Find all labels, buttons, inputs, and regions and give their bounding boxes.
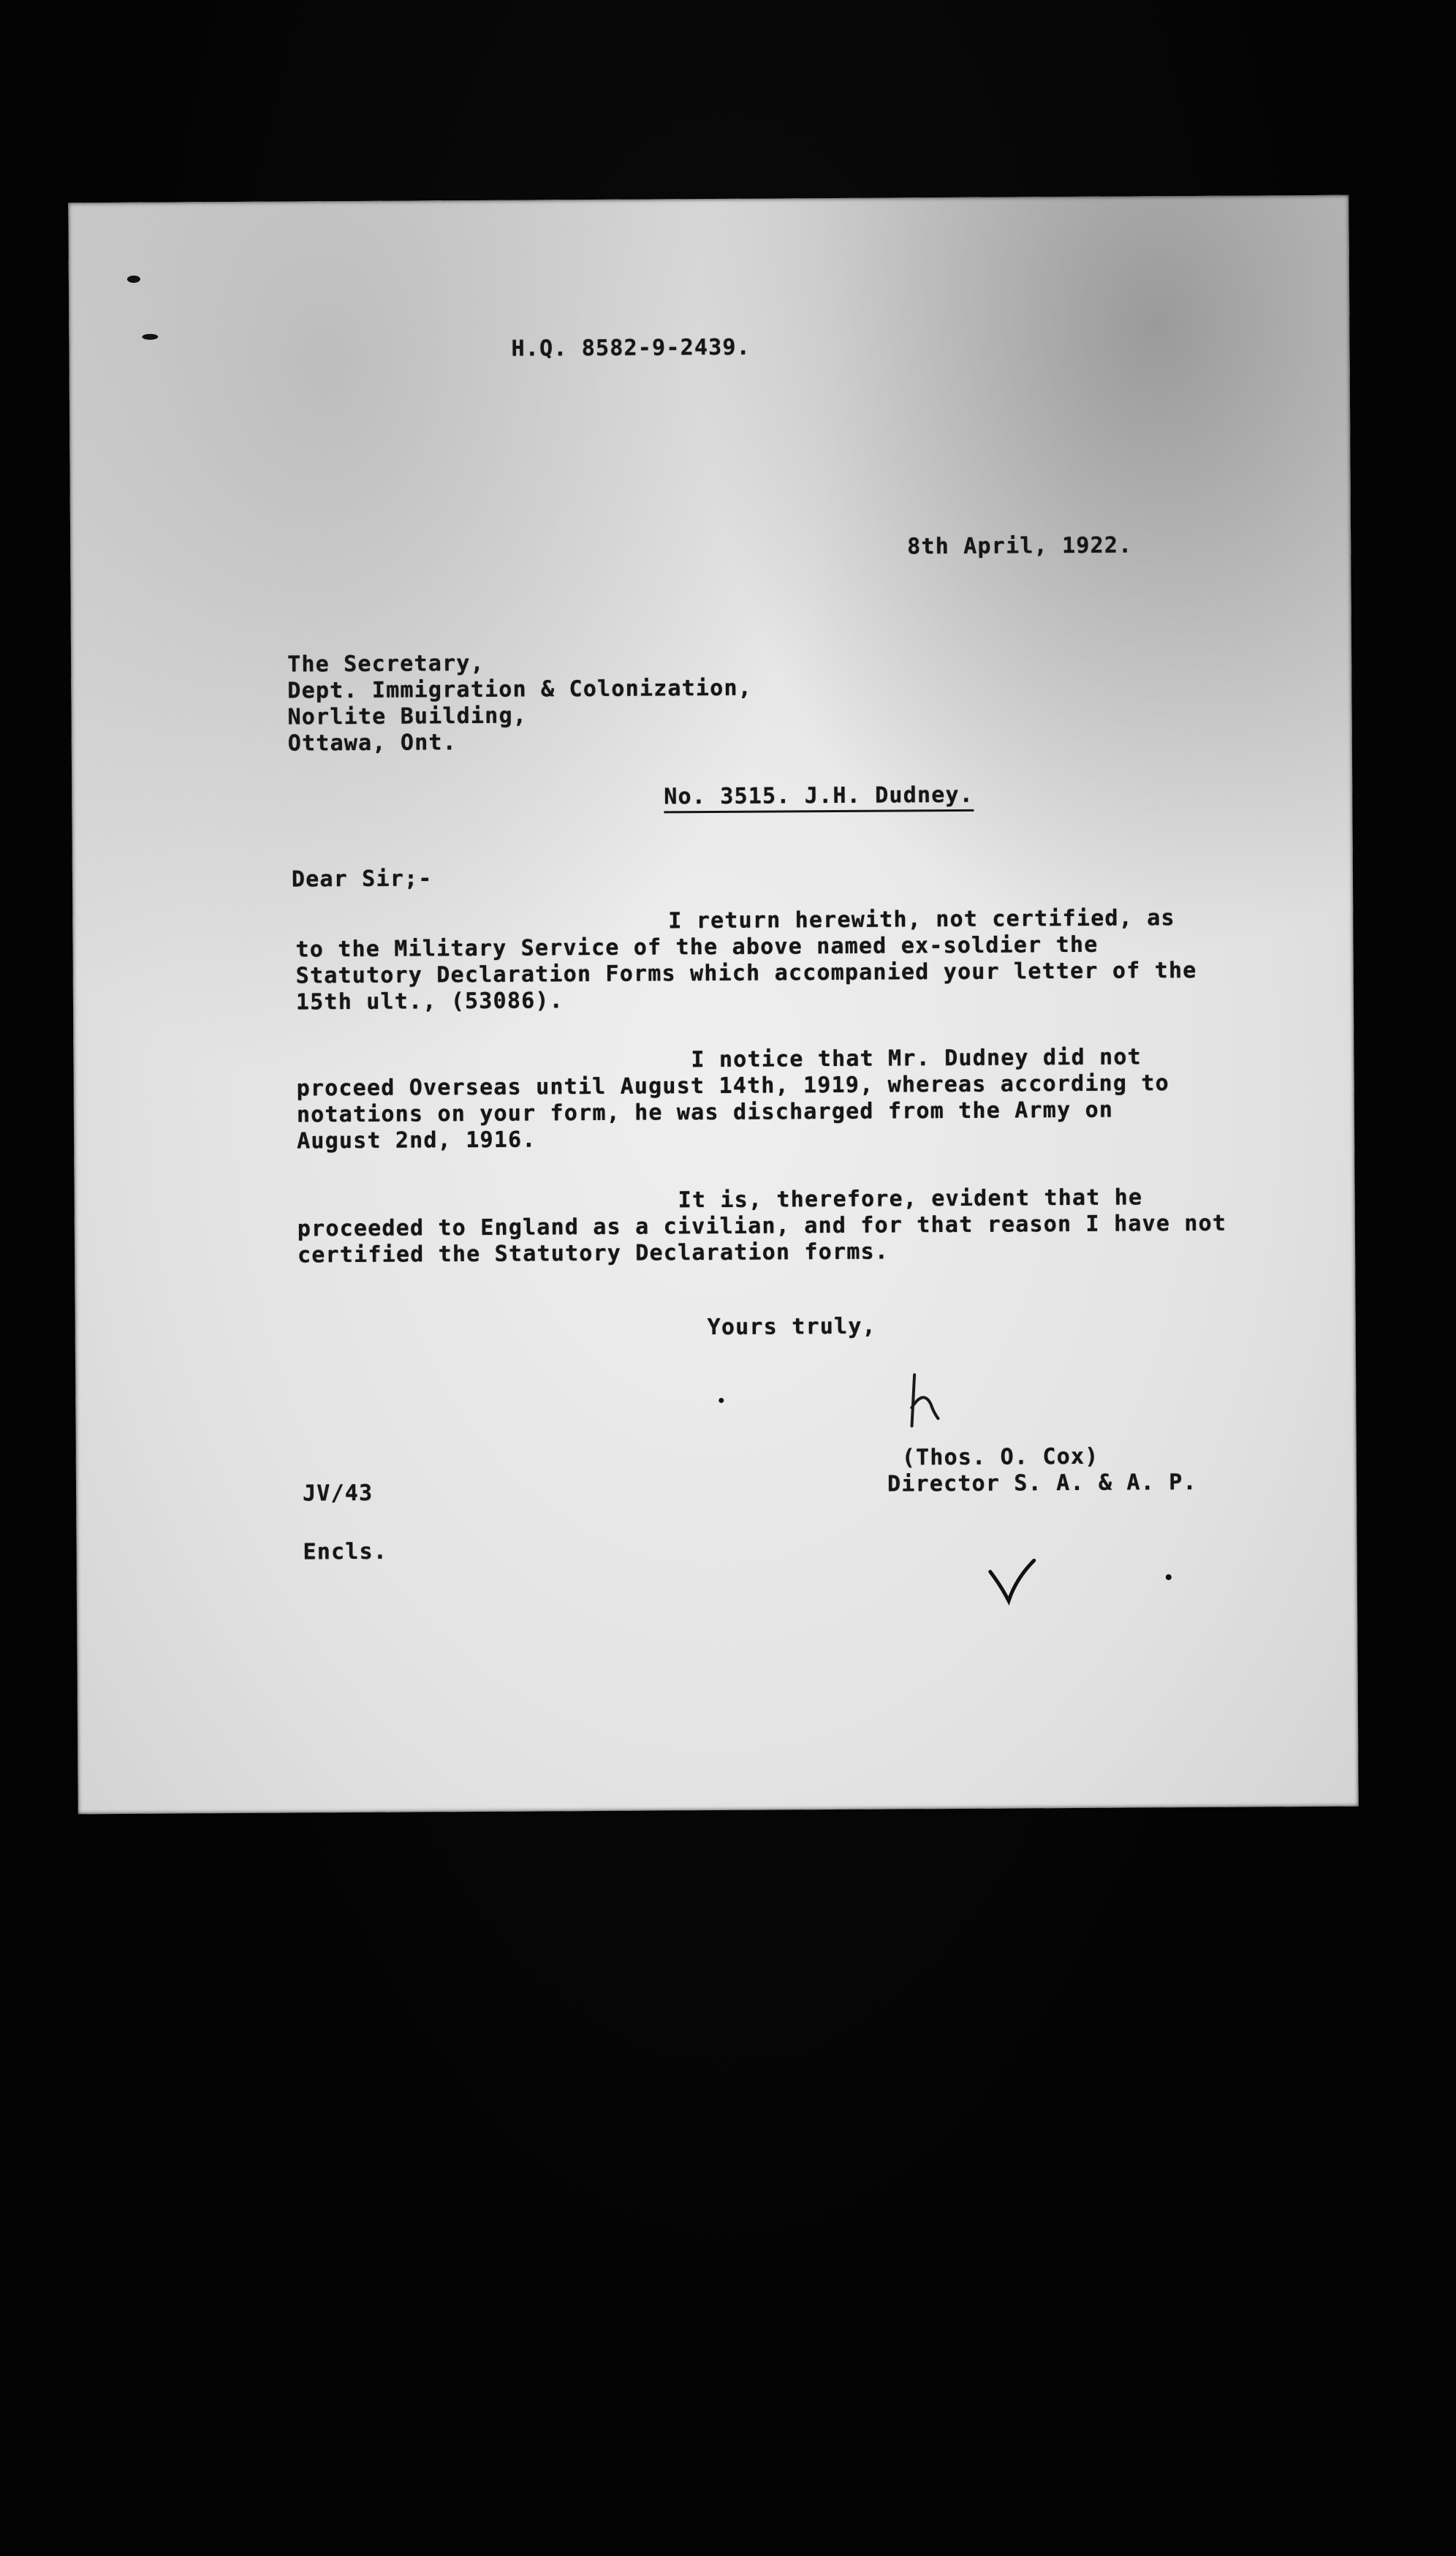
paragraph-line: proceed Overseas until August 14th, 1919, whereas according to — [296, 1070, 1169, 1102]
paragraph-line: August 2nd, 1916. — [297, 1127, 536, 1154]
letter-date: 8th April, 1922. — [907, 532, 1133, 560]
signer-title: Director S. A. & A. P. — [887, 1469, 1197, 1497]
paragraph-line: proceeded to England as a civilian, and for that reason I have not — [297, 1210, 1227, 1242]
closing: Yours truly, — [707, 1313, 876, 1341]
signer-name: (Thos. O. Cox) — [901, 1443, 1099, 1471]
recipient-line: Dept. Immigration & Colonization, — [287, 675, 753, 704]
paragraph-line: I return herewith, not certified, as — [668, 905, 1175, 934]
ink-speck — [1166, 1574, 1172, 1580]
ink-speck — [127, 276, 140, 283]
paragraph-line: It is, therefore, evident that he — [678, 1184, 1143, 1214]
ink-speck — [718, 1398, 724, 1403]
recipient-line: The Secretary, — [287, 650, 485, 678]
subject-line: No. 3515. J.H. Dudney. — [664, 782, 974, 814]
paragraph-line: Statutory Declaration Forms which accompanied your letter of the — [295, 957, 1197, 989]
file-reference: H.Q. 8582-9-2439. — [511, 334, 751, 362]
paragraph-line: notations on your form, he was discharged from the Army on — [296, 1097, 1114, 1128]
initials-reference: JV/43 — [302, 1480, 374, 1507]
salutation: Dear Sir;- — [291, 866, 433, 893]
paragraph-line: I notice that Mr. Dudney did not — [691, 1044, 1142, 1073]
recipient-line: Norlite Building, — [287, 703, 528, 730]
paragraph-line: to the Military Service of the above named ex-soldier the — [295, 931, 1099, 963]
paragraph-line: 15th ult., (53086). — [295, 988, 564, 1016]
check-mark — [983, 1549, 1050, 1616]
enclosures-note: Encls. — [303, 1538, 388, 1565]
ink-speck — [142, 334, 158, 340]
letter-page — [68, 195, 1358, 1815]
paragraph-line: certified the Statutory Declaration forms. — [297, 1239, 890, 1268]
recipient-line: Ottawa, Ont. — [287, 730, 458, 757]
signature-mark — [901, 1367, 960, 1433]
